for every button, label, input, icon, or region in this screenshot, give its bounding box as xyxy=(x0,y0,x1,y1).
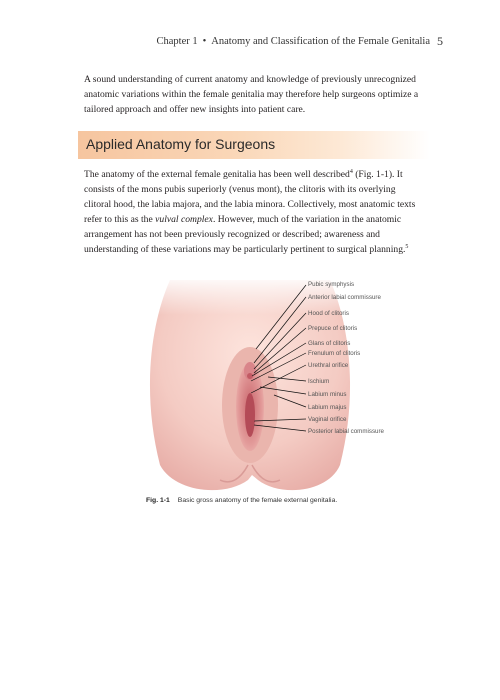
anatomy-figure xyxy=(130,275,400,495)
label-posterior-labial-commissure: Posterior labial commissure xyxy=(308,428,384,435)
reference-4: 4 xyxy=(349,168,353,175)
label-anterior-labial-commissure: Anterior labial commissure xyxy=(308,294,381,301)
vestibule-shape xyxy=(245,393,255,437)
label-labium-majus: Labium majus xyxy=(308,404,347,411)
section-heading-band xyxy=(78,131,430,159)
running-head xyxy=(120,36,430,47)
figure-caption xyxy=(146,497,337,504)
body-text-3: . However, much of the variation in the anatomic arrangement has not been previously recognized or described; awareness and understanding of these variations may be particularly pertinent to surgical planning. xyxy=(84,214,406,255)
label-pubic-symphysis: Pubic symphysis xyxy=(308,281,355,288)
label-labium-minus: Labium minus xyxy=(308,391,347,398)
header-bullet: • xyxy=(202,36,207,47)
label-vaginal-orifice: Vaginal orifice xyxy=(308,416,347,423)
body-paragraph xyxy=(84,167,424,257)
section-heading: Applied Anatomy for Surgeons xyxy=(86,136,276,152)
chapter-title: Anatomy and Classification of the Female Genitalia xyxy=(211,36,430,47)
label-urethral-orifice: Urethral orifice xyxy=(308,362,349,369)
chapter-number: Chapter 1 xyxy=(156,36,198,47)
label-ischium: Ischium xyxy=(308,378,330,385)
intro-paragraph: A sound understanding of current anatomy and knowledge of previously unrecognized anatomic variations within the female genitalia may therefore help surgeons optimize a tailored approach and offer new insights into patient care. xyxy=(84,74,419,115)
body-text-2: (Fig. 1-1). It consists of the mons pubis superiorly (venus mont), the clitoris with its overlying clitoral hood, the labia majora, and the labia minora. Collectively, most anatomic texts refer to this as the xyxy=(84,169,416,225)
italic-term: vulval complex xyxy=(155,214,213,225)
label-hood-of-clitoris: Hood of clitoris xyxy=(308,310,349,317)
anatomy-illustration xyxy=(130,275,400,495)
caption-text: Basic gross anatomy of the female external genitalia. xyxy=(177,497,338,504)
body-text-1: The anatomy of the external female genitalia has been well described xyxy=(84,169,350,180)
label-prepuce-of-clitoris: Prepuce of clitoris xyxy=(308,325,358,332)
label-frenulum-of-clitoris: Frenulum of clitoris xyxy=(308,350,361,357)
page-number: 5 xyxy=(437,34,443,48)
label-glans-of-clitoris: Glans of clitoris xyxy=(308,340,351,347)
reference-5: 5 xyxy=(405,243,409,250)
figure-number: Fig. 1-1 xyxy=(146,497,170,504)
